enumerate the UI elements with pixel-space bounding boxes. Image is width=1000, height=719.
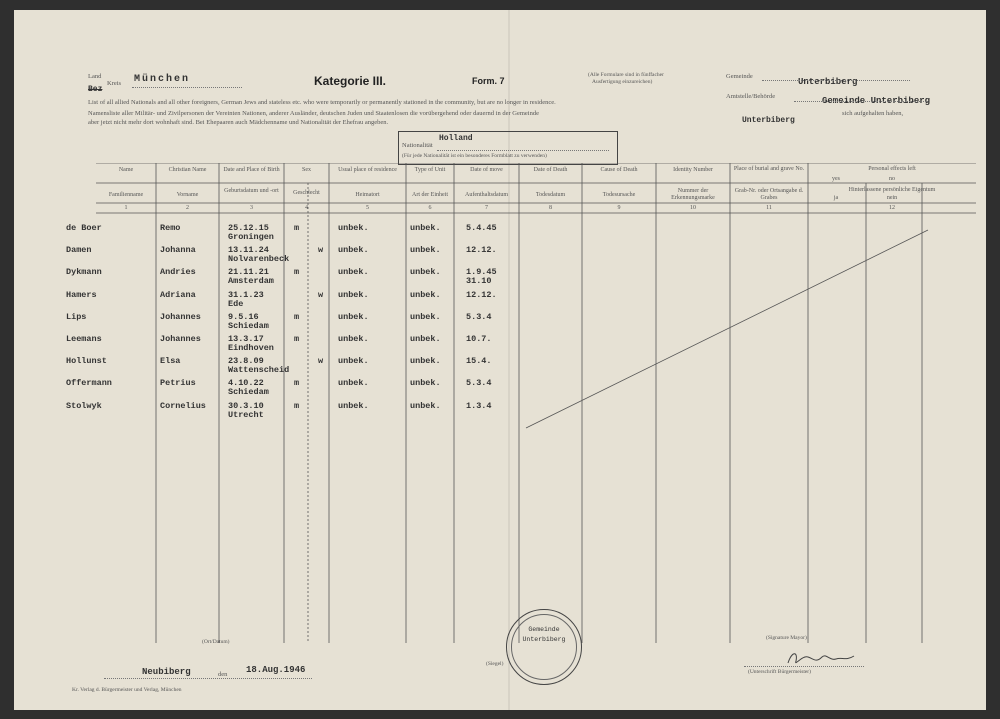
row-5-first: Johannes (160, 311, 201, 322)
copies-note-1: (Alle Formulare sind in fünffacher (588, 72, 664, 78)
row-9-res: unbek. (338, 400, 369, 411)
row-4-born1: 31.1.23 (228, 289, 264, 300)
intro-german-3: aber jetzt nicht mehr dort wohnhaft sind. Bei Ehepaaren auch Mädchenname und Nationalität der Ehefrau angeben. (88, 119, 389, 126)
row-3-sex: m (294, 267, 300, 278)
intro-german-1: Namensliste aller Militär- und Zivilpersonen der Vereinten Nationen, anderer Ausländer, deutschen Juden und Staatenlosen die vorübergehend oder dauernd in der Gemeinde (88, 110, 539, 117)
col-birth-en: Date and Place of Birth (223, 167, 280, 173)
date-value: 18.Aug.1946 (246, 665, 306, 675)
row-7-born1: 23.8.09 (228, 356, 264, 367)
col-burial-en: Place of burial and grave No. (733, 166, 805, 172)
col-death-cause-en: Cause of Death (600, 167, 638, 173)
row-6-date1: 10.7. (466, 334, 492, 344)
row-7-sex: w (318, 356, 324, 367)
signature-line (744, 666, 864, 667)
authority-line (794, 101, 928, 102)
row-4-date1: 12.12. (466, 289, 497, 300)
row-4-name: Hamers (66, 289, 97, 300)
row-1-sex: m (294, 223, 300, 233)
col-death-date-num: 8 (549, 205, 552, 211)
row-2-res: unbek. (338, 245, 369, 256)
col-death-date-en: Date of Death (533, 167, 568, 173)
col-burial-num: 11 (766, 205, 772, 211)
place-date-line (104, 678, 312, 679)
row-8-sex: m (294, 378, 300, 389)
row-4-first: Adriana (160, 289, 196, 300)
seal-label: (Siegel) (486, 661, 504, 667)
col-effects-de: Hinterlassene persönliche Eigentum (848, 187, 936, 193)
row-1-unit: unbek. (410, 223, 441, 233)
col-burial-de: Grab-Nr. oder Ortsangabe d. Grabes (734, 188, 804, 202)
row-5-res: unbek. (338, 311, 369, 322)
nationality-value: Holland (439, 134, 473, 143)
col-name-de: Familienname (108, 192, 144, 198)
col-move-de: Aufenthaltsdatum (465, 192, 508, 198)
document-sheet (14, 10, 986, 710)
row-9-first: Cornelius (160, 400, 206, 411)
signature-label-top: (Signature Mayor) (766, 635, 807, 641)
row-9-name: Stolwyk (66, 400, 102, 411)
gemeinde-label: Gemeinde (726, 73, 753, 80)
row-8-first: Petrius (160, 378, 196, 389)
row-2-unit: unbek. (410, 245, 441, 256)
row-2-date1: 12.12. (466, 245, 497, 256)
col-birth-num: 3 (250, 205, 253, 211)
row-1-first: Remo (160, 223, 181, 233)
printer-line: Kr. Verlag d. Bürgermeister und Verlag, München (72, 687, 182, 693)
place-value: Neubiberg (142, 667, 191, 677)
row-9-born1: 30.3.10 (228, 400, 264, 411)
row-6-first: Johannes (160, 334, 201, 344)
kreis-value: München (134, 74, 191, 85)
row-6-unit: unbek. (410, 334, 441, 344)
kreis-struck: Bez (88, 85, 103, 94)
col-death-date-de: Todesdatum (535, 192, 566, 198)
col-effects-nein: nein (886, 195, 898, 201)
row-8-born1: 4.10.22 (228, 378, 264, 389)
row-2-first: Johanna (160, 245, 196, 256)
row-5-date1: 5.3.4 (466, 311, 492, 322)
den-label: den (218, 671, 228, 678)
col-first-num: 2 (186, 205, 189, 211)
col-death-cause-de: Todesursache (602, 192, 636, 198)
row-3-date2: 31.10 (466, 276, 492, 287)
row-5-name: Lips (66, 311, 87, 322)
row-5-unit: unbek. (410, 311, 441, 322)
row-8-name: Offermann (66, 378, 112, 389)
row-9-sex: m (294, 400, 300, 411)
row-3-res: unbek. (338, 267, 369, 278)
row-3-born2: Amsterdam (228, 276, 274, 287)
row-6-born2: Eindhoven (228, 343, 274, 353)
row-5-born2: Schiedam (228, 320, 269, 331)
col-effects-ja: ja (833, 195, 839, 201)
col-sex-num: 4 (305, 205, 308, 211)
row-8-res: unbek. (338, 378, 369, 389)
row-1-name: de Boer (66, 223, 102, 233)
intro-german-place: Unterbiberg (742, 116, 795, 125)
col-unit-de: Art der Einheit (412, 192, 448, 198)
row-2-born2: Nolvarenbeck (228, 254, 290, 265)
col-move-num: 7 (485, 205, 488, 211)
nationality-box (398, 131, 618, 165)
col-effects-num: 12 (889, 205, 895, 211)
col-identity-num: 10 (690, 205, 696, 211)
row-3-date1: 1.9.45 (466, 267, 497, 278)
stamp-bottom-text: Unterbiberg (522, 636, 566, 643)
row-2-born1: 13.11.24 (228, 245, 269, 256)
row-3-born1: 21.11.21 (228, 267, 269, 278)
nationality-note: (Für jede Nationalität ist ein besonderes Formblatt zu verwenden) (402, 153, 547, 159)
row-4-res: unbek. (338, 289, 369, 300)
row-6-name: Leemans (66, 334, 102, 344)
row-3-name: Dykmann (66, 267, 102, 278)
col-name-en: Name (118, 167, 134, 173)
authority-value: Gemeinde Unterbiberg (822, 96, 931, 106)
copies-note-2: Ausfertigung einzureichen) (592, 79, 653, 85)
row-8-unit: unbek. (410, 378, 441, 389)
col-name-num: 1 (124, 205, 128, 211)
row-5-born1: 9.5.16 (228, 311, 259, 322)
row-7-res: unbek. (338, 356, 369, 367)
row-9-date1: 1.3.4 (466, 400, 492, 411)
col-identity-en: Identity Number (673, 167, 713, 173)
row-7-born2: Wattenscheid (228, 365, 290, 376)
row-6-born1: 13.3.17 (228, 334, 264, 344)
row-4-born2: Ede (228, 298, 244, 309)
col-birth-de: Geburtsdatum und -ort (224, 188, 279, 194)
col-sex-en: Sex (302, 167, 311, 173)
col-residence-en: Usual place of residence (338, 167, 397, 173)
col-first-en: Christian Name (168, 167, 207, 173)
nationality-label: Nationalität (402, 142, 433, 149)
row-1-res: unbek. (338, 223, 369, 233)
signature-label-bottom: (Unterschrift Bürgermeister) (748, 669, 811, 675)
row-7-name: Hollunst (66, 356, 107, 367)
official-stamp (506, 609, 582, 685)
page-title: Kategorie III. (314, 74, 387, 88)
row-3-unit: unbek. (410, 267, 441, 278)
row-4-unit: unbek. (410, 289, 441, 300)
intro-english: List of all allied Nationals and all other foreigners, German Jews and stateless etc. who were temporarily or permanently stationed in the community, but are no longer in residence. (88, 99, 556, 106)
row-7-unit: unbek. (410, 356, 441, 367)
row-7-first: Elsa (160, 356, 181, 367)
col-effects-no: no (889, 176, 895, 182)
row-1-date1: 5.4.45 (466, 223, 497, 233)
col-residence-de: Heimatort (355, 192, 380, 198)
col-effects-en: Personal effects left (868, 166, 916, 172)
row-5-sex: m (294, 311, 300, 322)
row-2-name: Damen (66, 245, 92, 256)
col-death-cause-num: 9 (617, 205, 621, 211)
col-sex-de: Geschlecht (293, 190, 320, 196)
col-move-en: Date of move (470, 167, 503, 173)
row-8-date1: 5.3.4 (466, 378, 492, 389)
row-3-first: Andries (160, 267, 196, 278)
col-unit-num: 6 (428, 205, 432, 211)
stamp-top-text: Gemeinde (528, 626, 560, 633)
kreis-label: Kreis (107, 80, 122, 87)
row-1-born2: Groningen (228, 232, 274, 242)
gemeinde-value: Unterbiberg (798, 77, 858, 87)
row-9-unit: unbek. (410, 400, 441, 411)
authority-label: Amtstelle/Behörde (726, 93, 776, 100)
row-6-res: unbek. (338, 334, 369, 344)
intro-german-2: sich aufgehalten haben, (842, 110, 904, 117)
row-7-date1: 15.4. (466, 356, 492, 367)
col-unit-en: Type of Unit (414, 167, 446, 173)
land-label: Land (88, 73, 102, 80)
row-4-sex: w (318, 289, 324, 300)
row-9-born2: Utrecht (228, 409, 264, 420)
form-number: Form. 7 (472, 76, 505, 86)
col-identity-de: Nummer der Erkennungsmarke (671, 188, 715, 202)
gemeinde-line (762, 80, 910, 81)
col-effects-yes: yes (832, 176, 840, 182)
col-residence-num: 5 (366, 205, 369, 211)
col-first-de: Vorname (176, 192, 199, 198)
place-label: (Ort/Datum) (202, 639, 230, 645)
row-1-born1: 25.12.15 (228, 223, 269, 233)
nationality-line (437, 150, 609, 151)
kreis-line (132, 87, 242, 88)
row-6-sex: m (294, 334, 300, 344)
row-2-sex: w (318, 245, 324, 256)
row-8-born2: Schiedam (228, 387, 269, 398)
